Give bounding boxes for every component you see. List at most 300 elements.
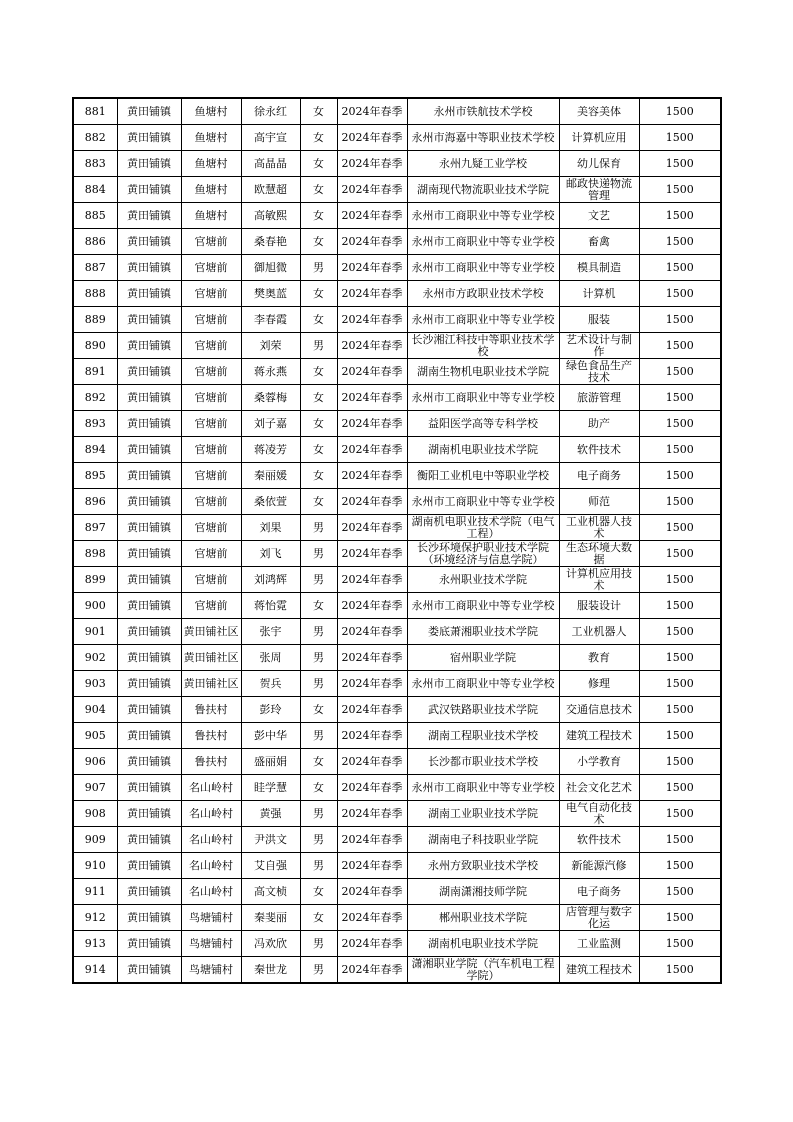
school-text: 永州市工商职业中等专业学校: [411, 313, 555, 326]
cell-name: [241, 593, 300, 619]
cell-town: [117, 827, 181, 853]
cell-amount: [639, 229, 721, 255]
gender-text: 女: [313, 469, 324, 482]
row-number-text: 890: [84, 339, 106, 352]
school-text: 长沙都市职业技术学校: [428, 755, 538, 768]
village-text: 官塘前: [194, 313, 228, 326]
amount-text: 1500: [665, 573, 694, 586]
town-text: 黄田铺镇: [127, 131, 171, 144]
cell-row-number: [73, 645, 117, 671]
semester-text: 2024年春季: [341, 651, 403, 664]
amount-text: 1500: [665, 937, 694, 950]
cell-town: [117, 879, 181, 905]
cell-semester: [337, 463, 407, 489]
cell-major: [559, 203, 639, 229]
major-text: 模具制造: [577, 261, 621, 274]
cell-row-number: [73, 359, 117, 385]
village-text: 名山岭村: [189, 859, 233, 872]
cell-name: [241, 879, 300, 905]
village-text: 官塘前: [194, 469, 228, 482]
table-body: [73, 98, 721, 983]
cell-gender: [300, 879, 337, 905]
row-number-text: 895: [84, 469, 106, 482]
cell-name: [241, 255, 300, 281]
cell-major: [559, 567, 639, 593]
cell-amount: [639, 203, 721, 229]
cell-town: [117, 255, 181, 281]
cell-major: [559, 957, 639, 984]
name-text: 桑蓉梅: [254, 391, 287, 404]
cell-village: [181, 697, 241, 723]
row-number-text: 901: [84, 625, 106, 638]
village-text: 官塘前: [194, 547, 228, 560]
row-number-text: 889: [84, 313, 106, 326]
row-number-text: 894: [84, 443, 106, 456]
semester-text: 2024年春季: [341, 339, 403, 352]
major-text: 电子商务: [577, 885, 621, 898]
gender-text: 女: [313, 157, 324, 170]
village-text: 官塘前: [194, 573, 228, 586]
cell-row-number: [73, 567, 117, 593]
cell-row-number: [73, 125, 117, 151]
name-text: 秦斐丽: [254, 911, 287, 924]
cell-major: [559, 515, 639, 541]
cell-row-number: [73, 775, 117, 801]
table-row: [73, 749, 721, 775]
name-text: 御旭微: [254, 261, 287, 274]
row-number-text: 911: [84, 885, 106, 898]
cell-village: [181, 541, 241, 567]
row-number-text: 897: [84, 521, 106, 534]
town-text: 黄田铺镇: [127, 833, 171, 846]
town-text: 黄田铺镇: [127, 651, 171, 664]
cell-town: [117, 125, 181, 151]
cell-amount: [639, 801, 721, 827]
cell-row-number: [73, 541, 117, 567]
table-row: [73, 671, 721, 697]
cell-school: [407, 853, 559, 879]
major-text: 幼儿保育: [577, 157, 621, 170]
major-text: 畜禽: [588, 235, 610, 248]
table-row: [73, 697, 721, 723]
cell-semester: [337, 281, 407, 307]
cell-village: [181, 255, 241, 281]
table-row: [73, 853, 721, 879]
cell-town: [117, 229, 181, 255]
gender-text: 女: [313, 365, 324, 378]
cell-gender: [300, 931, 337, 957]
village-text: 名山岭村: [189, 781, 233, 794]
cell-town: [117, 671, 181, 697]
major-text: 交通信息技术: [566, 703, 632, 716]
cell-semester: [337, 619, 407, 645]
cell-village: [181, 723, 241, 749]
school-text: 湖南工程职业技术学校: [428, 729, 538, 742]
school-text: 郴州职业技术学院: [439, 911, 527, 924]
row-number-text: 883: [84, 157, 106, 170]
cell-village: [181, 307, 241, 333]
name-text: 彭中华: [254, 729, 287, 742]
cell-village: [181, 125, 241, 151]
major-text: 计算机: [582, 287, 616, 300]
amount-text: 1500: [665, 729, 694, 742]
table-row: [73, 567, 721, 593]
cell-semester: [337, 723, 407, 749]
cell-row-number: [73, 931, 117, 957]
cell-village: [181, 359, 241, 385]
gender-text: 女: [313, 287, 324, 300]
cell-town: [117, 749, 181, 775]
cell-school: [407, 541, 559, 567]
row-number-text: 907: [84, 781, 106, 794]
name-text: 高晶晶: [254, 157, 287, 170]
amount-text: 1500: [665, 521, 694, 534]
gender-text: 男: [313, 261, 324, 274]
cell-major: [559, 723, 639, 749]
cell-gender: [300, 567, 337, 593]
semester-text: 2024年春季: [341, 625, 403, 638]
row-number-text: 905: [84, 729, 106, 742]
town-text: 黄田铺镇: [127, 547, 171, 560]
town-text: 黄田铺镇: [127, 157, 171, 170]
name-text: 贺兵: [259, 677, 282, 690]
amount-text: 1500: [665, 157, 694, 170]
cell-amount: [639, 671, 721, 697]
amount-text: 1500: [665, 859, 694, 872]
row-number-text: 892: [84, 391, 106, 404]
town-text: 黄田铺镇: [127, 105, 171, 118]
major-text: 文艺: [588, 209, 610, 222]
name-text: 刘果: [259, 521, 282, 534]
cell-major: [559, 281, 639, 307]
school-text: 湖南机电职业技术学院（电气工程）: [411, 515, 555, 540]
cell-town: [117, 541, 181, 567]
table-row: [73, 879, 721, 905]
cell-name: [241, 931, 300, 957]
cell-village: [181, 177, 241, 203]
subsidy-table: [72, 97, 722, 984]
semester-text: 2024年春季: [341, 729, 403, 742]
name-text: 张周: [259, 651, 282, 664]
amount-text: 1500: [665, 677, 694, 690]
school-text: 永州市工商职业中等专业学校: [411, 235, 555, 248]
amount-text: 1500: [665, 261, 694, 274]
school-text: 益阳医学高等专科学校: [428, 417, 538, 430]
table-row: [73, 593, 721, 619]
table-row: [73, 281, 721, 307]
cell-amount: [639, 567, 721, 593]
town-text: 黄田铺镇: [127, 885, 171, 898]
cell-village: [181, 229, 241, 255]
semester-text: 2024年春季: [341, 443, 403, 456]
amount-text: 1500: [665, 963, 694, 976]
cell-row-number: [73, 385, 117, 411]
cell-name: [241, 98, 300, 125]
school-text: 湖南电子科技职业学院: [428, 833, 538, 846]
major-text: 工业监测: [577, 937, 621, 950]
name-text: 高文桢: [254, 885, 287, 898]
town-text: 黄田铺镇: [127, 339, 171, 352]
cell-gender: [300, 437, 337, 463]
amount-text: 1500: [665, 417, 694, 430]
cell-village: [181, 281, 241, 307]
cell-name: [241, 385, 300, 411]
gender-text: 女: [313, 131, 324, 144]
village-text: 名山岭村: [189, 885, 233, 898]
cell-semester: [337, 203, 407, 229]
cell-name: [241, 801, 300, 827]
cell-row-number: [73, 853, 117, 879]
school-text: 永州市工商职业中等专业学校: [411, 599, 555, 612]
cell-amount: [639, 749, 721, 775]
cell-row-number: [73, 229, 117, 255]
cell-semester: [337, 567, 407, 593]
semester-text: 2024年春季: [341, 573, 403, 586]
village-text: 官塘前: [194, 287, 228, 300]
cell-village: [181, 333, 241, 359]
cell-amount: [639, 281, 721, 307]
name-text: 彭玲: [259, 703, 282, 716]
cell-amount: [639, 489, 721, 515]
cell-major: [559, 489, 639, 515]
major-text: 建筑工程技术: [566, 963, 632, 976]
cell-semester: [337, 385, 407, 411]
cell-amount: [639, 853, 721, 879]
major-text: 小学教育: [577, 755, 621, 768]
semester-text: 2024年春季: [341, 911, 403, 924]
cell-village: [181, 853, 241, 879]
table-row: [73, 541, 721, 567]
semester-text: 2024年春季: [341, 365, 403, 378]
cell-semester: [337, 957, 407, 984]
town-text: 黄田铺镇: [127, 183, 171, 196]
cell-gender: [300, 697, 337, 723]
cell-village: [181, 957, 241, 984]
major-text: 电子商务: [577, 469, 621, 482]
cell-major: [559, 437, 639, 463]
cell-gender: [300, 151, 337, 177]
town-text: 黄田铺镇: [127, 781, 171, 794]
cell-row-number: [73, 307, 117, 333]
school-text: 武汉铁路职业技术学院: [428, 703, 538, 716]
cell-town: [117, 593, 181, 619]
amount-text: 1500: [665, 547, 694, 560]
cell-amount: [639, 307, 721, 333]
cell-semester: [337, 931, 407, 957]
village-text: 鸟塘铺村: [189, 963, 233, 976]
name-text: 蒋凌芳: [254, 443, 287, 456]
cell-amount: [639, 827, 721, 853]
gender-text: 男: [313, 573, 324, 586]
village-text: 官塘前: [194, 261, 228, 274]
cell-school: [407, 203, 559, 229]
cell-village: [181, 671, 241, 697]
school-text: 永州市工商职业中等专业学校: [411, 261, 555, 274]
cell-village: [181, 151, 241, 177]
cell-semester: [337, 697, 407, 723]
cell-major: [559, 333, 639, 359]
cell-major: [559, 905, 639, 931]
village-text: 名山岭村: [189, 833, 233, 846]
table-row: [73, 489, 721, 515]
cell-name: [241, 151, 300, 177]
village-text: 官塘前: [194, 521, 228, 534]
cell-town: [117, 463, 181, 489]
cell-semester: [337, 853, 407, 879]
cell-row-number: [73, 619, 117, 645]
cell-village: [181, 749, 241, 775]
cell-gender: [300, 775, 337, 801]
school-text: 永州市海嘉中等职业技术学校: [411, 131, 555, 144]
school-text: 长沙环境保护职业技术学院（环境经济与信息学院）: [417, 541, 549, 566]
town-text: 黄田铺镇: [127, 573, 171, 586]
name-text: 李春霞: [254, 313, 287, 326]
cell-semester: [337, 671, 407, 697]
gender-text: 男: [313, 729, 324, 742]
gender-text: 男: [313, 547, 324, 560]
cell-town: [117, 281, 181, 307]
cell-town: [117, 359, 181, 385]
table-row: [73, 775, 721, 801]
row-number-text: 909: [84, 833, 106, 846]
cell-major: [559, 125, 639, 151]
cell-major: [559, 749, 639, 775]
name-text: 桑依萱: [254, 495, 287, 508]
name-text: 高宇宣: [254, 131, 287, 144]
cell-semester: [337, 775, 407, 801]
cell-name: [241, 827, 300, 853]
village-text: 官塘前: [194, 599, 228, 612]
cell-village: [181, 645, 241, 671]
major-text: 工业机器人技术: [566, 515, 632, 540]
cell-semester: [337, 333, 407, 359]
cell-major: [559, 697, 639, 723]
gender-text: 女: [313, 183, 324, 196]
cell-amount: [639, 593, 721, 619]
cell-major: [559, 593, 639, 619]
cell-amount: [639, 541, 721, 567]
cell-school: [407, 515, 559, 541]
cell-town: [117, 905, 181, 931]
cell-major: [559, 853, 639, 879]
cell-town: [117, 567, 181, 593]
cell-semester: [337, 905, 407, 931]
cell-name: [241, 697, 300, 723]
cell-amount: [639, 645, 721, 671]
cell-semester: [337, 489, 407, 515]
village-text: 黄田铺社区: [183, 651, 239, 664]
cell-amount: [639, 879, 721, 905]
village-text: 鲁扶村: [194, 755, 228, 768]
cell-school: [407, 385, 559, 411]
amount-text: 1500: [665, 833, 694, 846]
name-text: 欧慧超: [254, 183, 287, 196]
row-number-text: 882: [84, 131, 106, 144]
cell-town: [117, 931, 181, 957]
semester-text: 2024年春季: [341, 937, 403, 950]
school-text: 永州方致职业技术学校: [428, 859, 538, 872]
cell-gender: [300, 98, 337, 125]
semester-text: 2024年春季: [341, 105, 403, 118]
semester-text: 2024年春季: [341, 859, 403, 872]
row-number-text: 899: [84, 573, 106, 586]
row-number-text: 881: [84, 105, 106, 118]
table-row: [73, 619, 721, 645]
cell-town: [117, 437, 181, 463]
village-text: 官塘前: [194, 391, 228, 404]
row-number-text: 896: [84, 495, 106, 508]
cell-row-number: [73, 489, 117, 515]
major-text: 生态环境大数据: [566, 541, 632, 566]
cell-gender: [300, 749, 337, 775]
cell-row-number: [73, 515, 117, 541]
cell-semester: [337, 151, 407, 177]
cell-town: [117, 385, 181, 411]
cell-gender: [300, 957, 337, 984]
cell-gender: [300, 385, 337, 411]
cell-amount: [639, 515, 721, 541]
table-row: [73, 801, 721, 827]
cell-amount: [639, 463, 721, 489]
cell-row-number: [73, 671, 117, 697]
table-row: [73, 255, 721, 281]
table-row: [73, 307, 721, 333]
gender-text: 女: [313, 781, 324, 794]
cell-gender: [300, 333, 337, 359]
amount-text: 1500: [665, 651, 694, 664]
major-text: 电气自动化技术: [566, 801, 632, 826]
row-number-text: 910: [84, 859, 106, 872]
cell-gender: [300, 905, 337, 931]
amount-text: 1500: [665, 807, 694, 820]
cell-town: [117, 697, 181, 723]
cell-gender: [300, 827, 337, 853]
cell-village: [181, 411, 241, 437]
village-text: 鲁扶村: [194, 703, 228, 716]
cell-school: [407, 567, 559, 593]
town-text: 黄田铺镇: [127, 443, 171, 456]
cell-village: [181, 593, 241, 619]
amount-text: 1500: [665, 911, 694, 924]
cell-name: [241, 489, 300, 515]
cell-semester: [337, 593, 407, 619]
school-text: 湖南生物机电职业技术学院: [417, 365, 549, 378]
school-text: 宿州职业学院: [450, 651, 516, 664]
amount-text: 1500: [665, 885, 694, 898]
cell-school: [407, 905, 559, 931]
cell-town: [117, 151, 181, 177]
cell-school: [407, 775, 559, 801]
row-number-text: 891: [84, 365, 106, 378]
row-number-text: 906: [84, 755, 106, 768]
cell-gender: [300, 723, 337, 749]
cell-town: [117, 515, 181, 541]
town-text: 黄田铺镇: [127, 261, 171, 274]
major-text: 教育: [588, 651, 610, 664]
cell-village: [181, 515, 241, 541]
town-text: 黄田铺镇: [127, 807, 171, 820]
cell-village: [181, 463, 241, 489]
town-text: 黄田铺镇: [127, 495, 171, 508]
name-text: 高敏熙: [254, 209, 287, 222]
cell-row-number: [73, 98, 117, 125]
town-text: 黄田铺镇: [127, 521, 171, 534]
table-row: [73, 203, 721, 229]
cell-amount: [639, 957, 721, 984]
name-text: 秦世龙: [254, 963, 287, 976]
name-text: 刘荣: [259, 339, 282, 352]
amount-text: 1500: [665, 235, 694, 248]
